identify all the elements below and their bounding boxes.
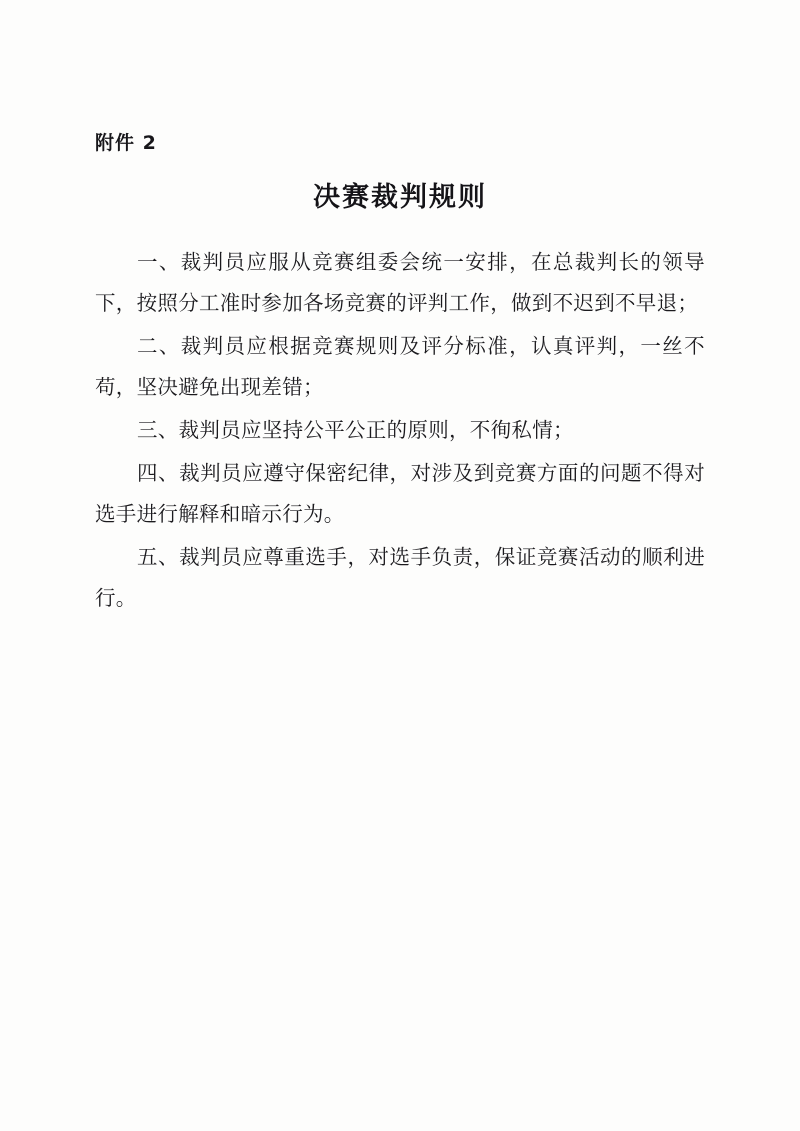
rule-paragraph-4: 四、裁判员应遵守保密纪律，对涉及到竞赛方面的问题不得对选手进行解释和暗示行为。: [95, 461, 705, 527]
attachment-label: 附件 2: [95, 132, 157, 154]
document-content: [95, 130, 705, 619]
page-title: 决赛裁判规则: [313, 181, 487, 213]
rule-paragraph-3: 三、裁判员应坚持公平公正的原则，不徇私情；: [137, 418, 574, 443]
rule-paragraph-5: 五、裁判员应尊重选手，对选手负责，保证竞赛活动的顺利进行。: [95, 545, 705, 611]
rule-paragraph-2: 二、裁判员应根据竞赛规则及评分标准，认真评判，一丝不苟，坚决避免出现差错；: [95, 334, 705, 400]
rule-paragraph-1: 一、裁判员应服从竞赛组委会统一安排，在总裁判长的领导下，按照分工准时参加各场竞赛的评判工作，做到不迟到不早退；: [95, 250, 705, 316]
